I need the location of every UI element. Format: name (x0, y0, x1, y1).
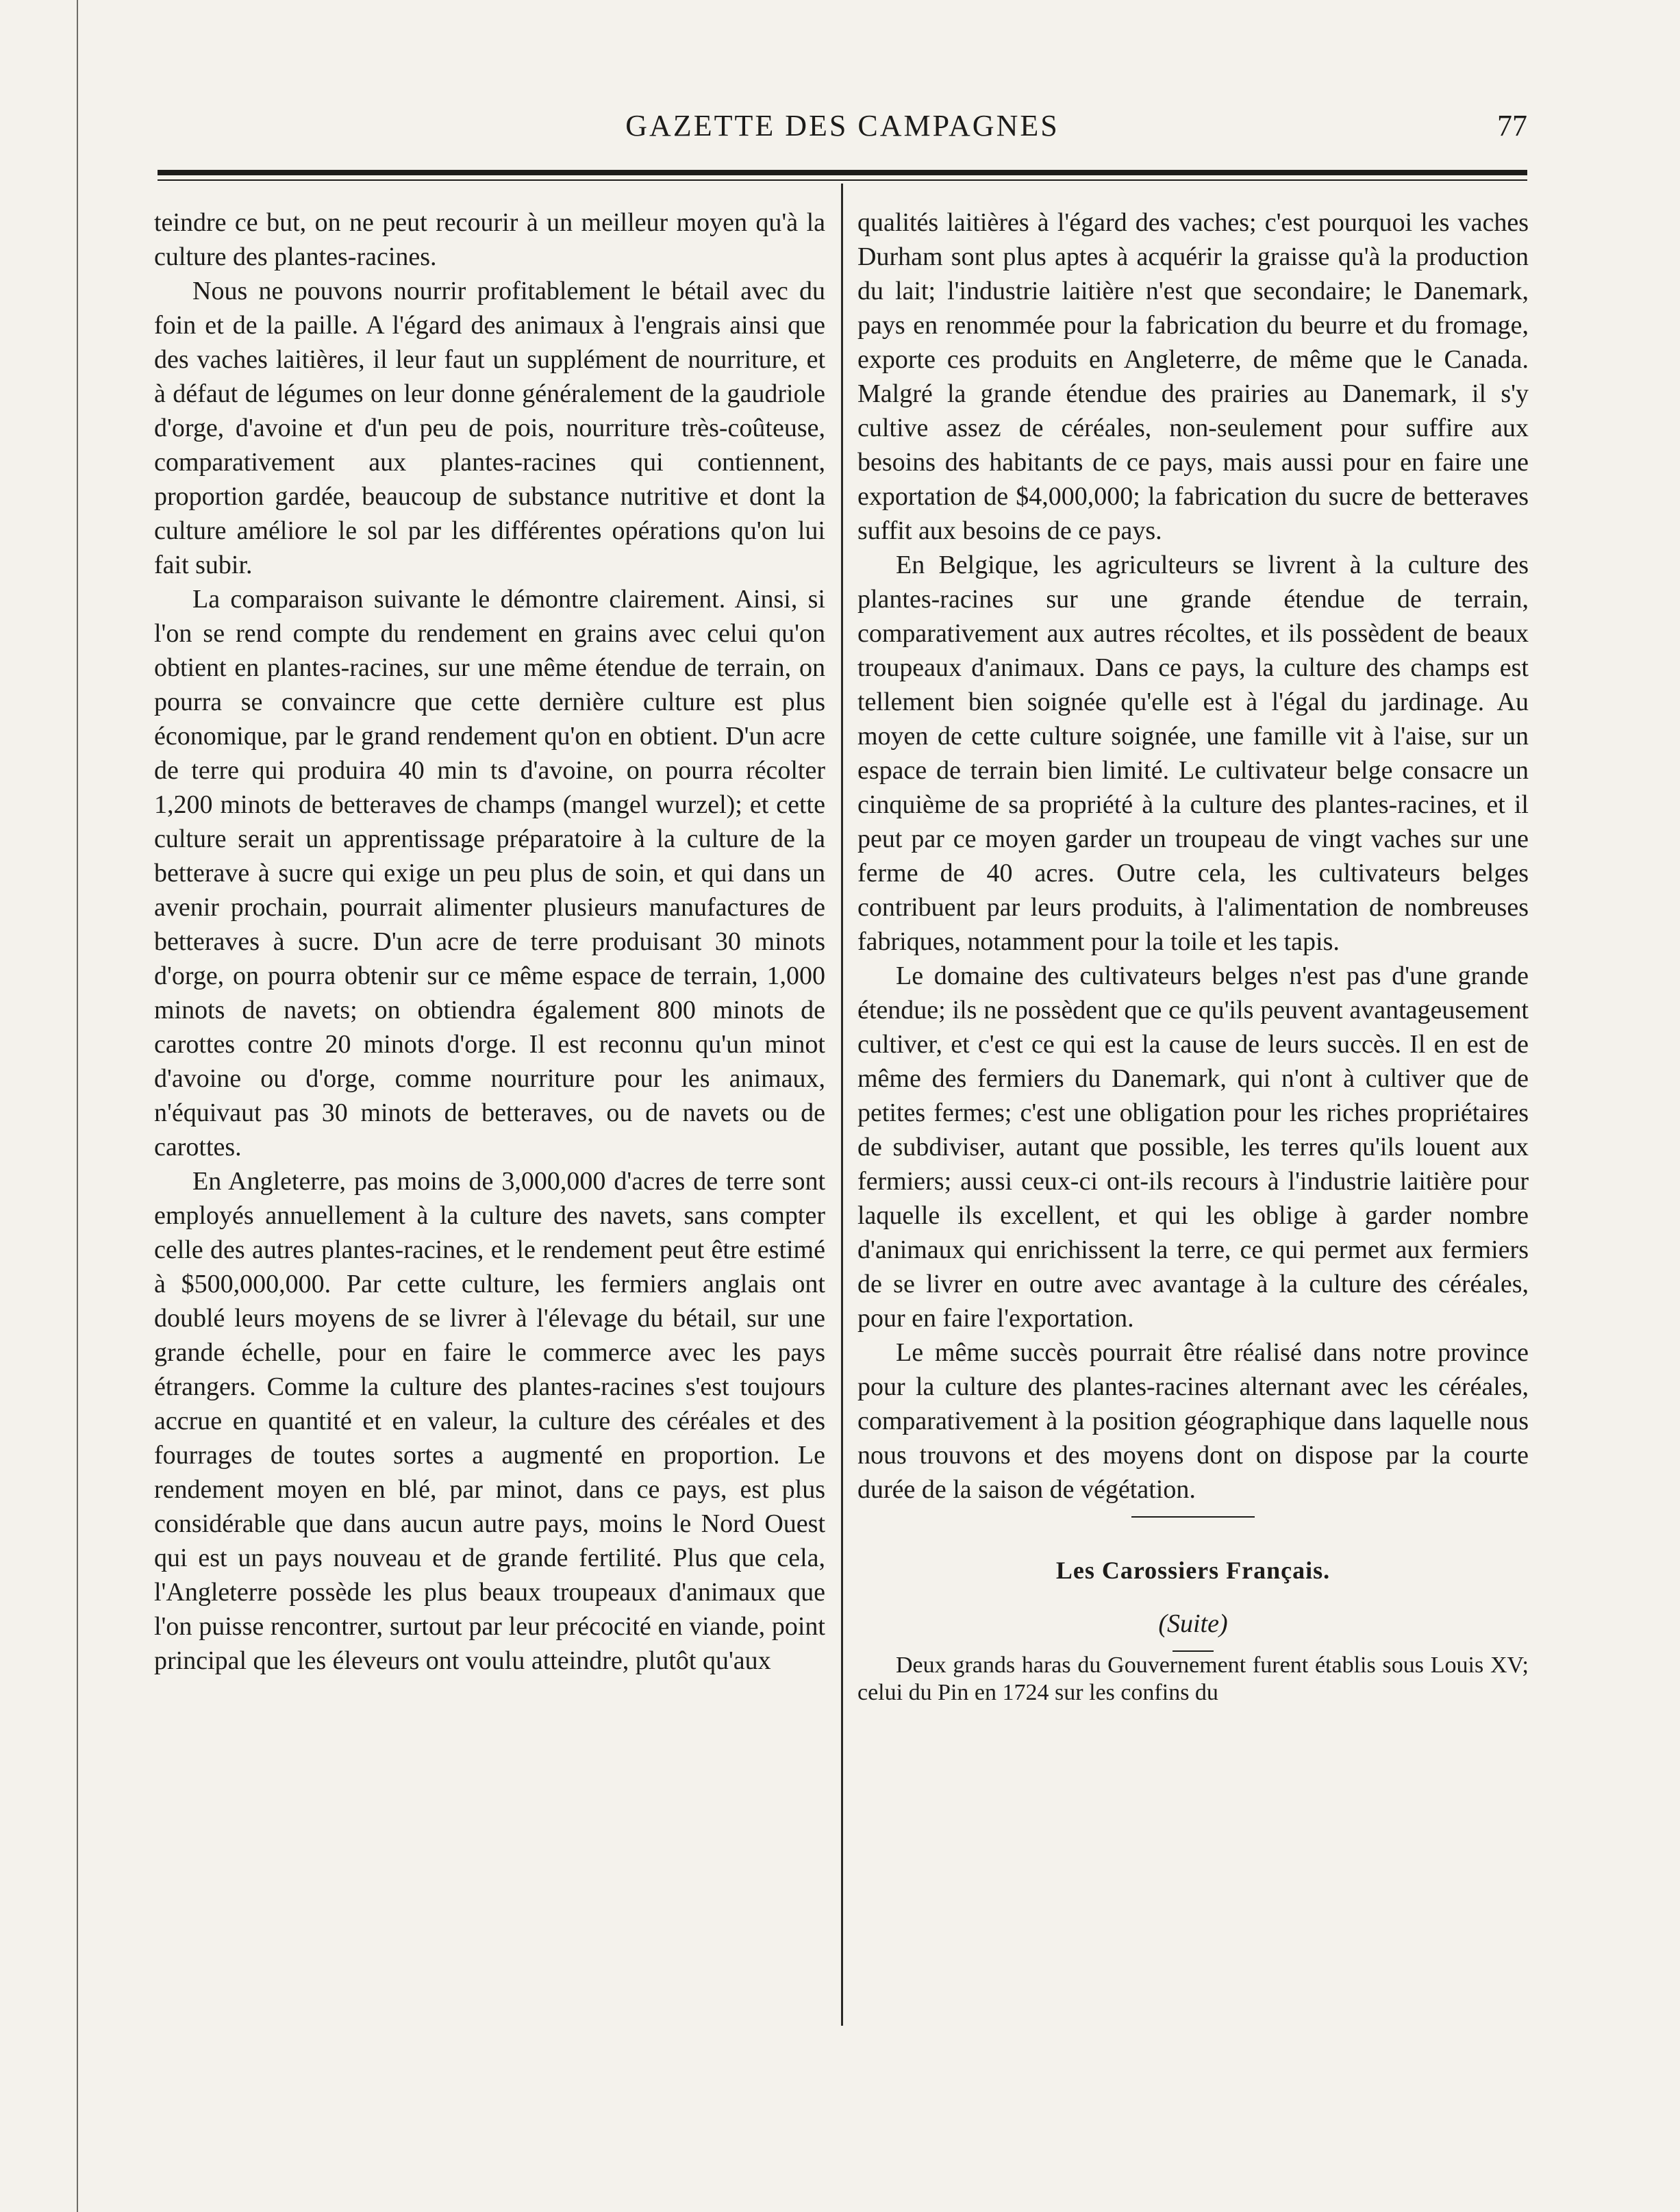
header-rule-thick (158, 170, 1527, 175)
section-title: Les Carossiers Français. (1055, 1557, 1331, 1584)
paragraph: qualités laitières à l'égard des vaches; c'est pourquoi les vaches Durham sont plus aptes à acquérir la graisse qu'à la production du lait; l'industrie laitière n'est que secondaire; le Danemark, pays en renommée pour la fabrication du beurre et du fromage, exporte ces produits en Angleterre, de même que le Canada. Malgré la grande étendue des prairies au Danemark, il s'y cultive assez de céréales, non-seulement pour suffire aux besoins des habitants de ce pays, mais aussi pour en faire une exportation de $4,000,000; la fabrication du sucre de betteraves suffit aux besoins de ce pays. (857, 208, 1529, 545)
page-header (158, 103, 1527, 164)
left-column (154, 205, 825, 1678)
publication-title: GAZETTE DES CAMPAGNES (625, 109, 1060, 142)
margin-fold-line (77, 0, 78, 2212)
paragraph: La comparaison suivante le démontre clairement. Ainsi, si l'on se rend compte du rendement en grains avec celui qu'on obtient en plantes-racines, sur une même étendue de terrain, on pourra se convaincre que cette dernière culture est plus économique, par le grand rendement qu'on en obtient. D'un acre de terre qui produira 40 min ts d'avoine, on pourra récolter 1,200 minots de betteraves de champs (mangel wurzel); et cette culture serait un apprentissage préparatoire à la culture de la betterave à sucre qui exige un peu plus de soin, et qui dans un avenir prochain, pourrait alimenter plusieurs manufactures de betteraves à sucre. D'un acre de terre produisant 30 minots d'orge, on pourra obtenir sur ce même espace de terrain, 1,000 minots de navets; on obtiendra également 800 minots de carottes contre 20 minots d'orge. Il est reconnu qu'un minot d'avoine ou d'orge, comme nourriture pour les animaux, n'équivaut pas 30 minots de betteraves, ou de navets ou de carottes. (154, 585, 825, 1161)
paragraph: Deux grands haras du Gouvernement furent établis sous Louis XV; celui du Pin en 1724 sur les confins du (857, 1652, 1529, 1705)
header-rule-thin (158, 179, 1527, 181)
section-body (857, 1652, 1529, 1707)
section-subtitle: (Suite) (1158, 1609, 1228, 1638)
paragraph: En Belgique, les agriculteurs se livrent à la culture des plantes-racines sur une grande étendue de terrain, comparativement aux autres récoltes, et ils possèdent de beaux troupeaux d'animaux. Dans ce pays, la culture des champs est tellement bien soignée qu'elle est à l'égal du jardinage. Au moyen de cette culture soignée, une famille vit à l'aise, sur un espace de terrain bien limité. Le cultivateur belge consacre un cinquième de sa propriété à la culture des plantes-racines, et il peut par ce moyen garder un troupeau de vingt vaches sur une ferme de 40 acres. Outre cela, les cultivateurs belges contribuent par leurs produits, à l'alimentation de nombreuses fabriques, notamment pour la toile et les tapis. (857, 551, 1529, 956)
paragraph: Le domaine des cultivateurs belges n'est pas d'une grande étendue; ils ne possèdent que ce qu'ils peuvent avantageusement cultiver, et c'est ce qui est la cause de leurs succès. Il en est de même des fermiers du Danemark, qui n'ont à cultiver que de petites fermes; c'est une obligation pour les riches propriétaires de subdiviser, autant que possible, les terres qu'ils louent aux fermiers; aussi ceux-ci ont-ils recours à l'industrie laitière pour laquelle ils excellent, et qui les oblige à garder nombre d'animaux qui enrichissent la terre, ce qui permet aux fermiers de se livrer en outre avec avantage à la culture des céréales, pour en faire l'exportation. (857, 962, 1529, 1333)
paragraph: En Angleterre, pas moins de 3,000,000 d'acres de terre sont employés annuellement à la culture des navets, sans compter celle des autres plantes-racines, et le rendement peut être estimé à $500,000,000. Par cette culture, les fermiers anglais ont doublé leurs moyens de se livrer à l'élevage du bétail, sur une grande échelle, pour en faire le commerce avec les pays étrangers. Comme la culture des plantes-racines s'est toujours accrue en quantité et en valeur, la culture des céréales et des fourrages de toutes sortes a augmenté en proportion. Le rendement moyen en blé, par minot, dans ce pays, est plus considérable que dans aucun autre pays, moins le Nord Ouest qui est un pays nouveau et de grande fertilité. Plus que cela, l'Angleterre possède les plus beaux troupeaux d'animaux que l'on puisse rencontrer, surtout par leur précocité en viande, point principal que les éleveurs ont voulu atteindre, plutôt qu'aux (154, 1167, 825, 1675)
column-divider (841, 184, 843, 2026)
paragraph: Le même succès pourrait être réalisé dans notre province pour la culture des plantes-racines alternant avec les céréales, comparativement à la position géographique dans laquelle nous nous trouvons et des moyens dont on dispose par la courte durée de la saison de végétation. (857, 1338, 1529, 1504)
page-number: 77 (1497, 109, 1527, 142)
right-column (857, 205, 1529, 1707)
paragraph: Nous ne pouvons nourrir profitablement le bétail avec du foin et de la paille. A l'égard des animaux à l'engrais ainsi que des vaches laitières, il leur faut un supplément de nourriture, et à défaut de légumes on leur donne généralement de la gaudriole d'orge, d'avoine et d'un peu de pois, nourriture très-coûteuse, comparativement aux plantes-racines qui contiennent, proportion gardée, beaucoup de substance nutritive et dont la culture améliore le sol par les différentes opérations qu'on lui fait subir. (154, 277, 825, 579)
paragraph: teindre ce but, on ne peut recourir à un meilleur moyen qu'à la culture des plantes-racines. (154, 208, 825, 271)
article-end-rule (1131, 1516, 1255, 1518)
